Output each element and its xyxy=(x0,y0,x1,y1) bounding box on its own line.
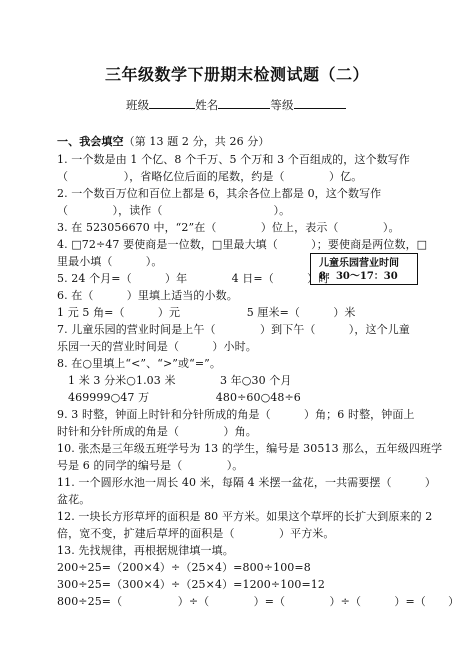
question-line: 7. 儿童乐园的营业时间是上午（ ）到下午（ ），这个儿童 xyxy=(57,323,410,336)
question-line: （ ），省略亿位后面的尾数，约是（ ）亿。 xyxy=(57,170,363,183)
grade-label: 等级 xyxy=(270,98,294,112)
hours-box xyxy=(310,253,418,285)
question-line: 号是 6 的同学的编号是（ ）。 xyxy=(57,459,244,472)
section-note: （第 13 题 2 分，共 26 分） xyxy=(123,135,270,148)
question-line: 6. 在（ ）里填上适当的小数。 xyxy=(57,289,238,302)
question-line: 1 元 5 角=（ ）元 5 厘米=（ ）米 xyxy=(57,306,356,319)
grade-blank[interactable] xyxy=(294,98,346,109)
question-line: （ ），读作（ ）。 xyxy=(57,204,291,217)
question-line: 469999○47 万 480÷60○48÷6 xyxy=(68,391,301,404)
question-line: 9. 3 时整，钟面上时针和分针所成的角是（ ）角；6 时整，钟面上 xyxy=(57,408,415,421)
question-line: 里最小填（ ）。 xyxy=(57,255,163,268)
question-line: 11. 一个圆形水池一周长 40 米，每隔 4 米摆一盆花，一共需要摆（ ） xyxy=(57,476,436,489)
question-line: 倍，宽不变，扩建后草坪的面积是（ ）平方米。 xyxy=(57,527,335,540)
question-line: 1 米 3 分米○1.03 米 3 年○30 个月 xyxy=(68,374,292,387)
page-title: 三年级数学下册期末检测试题（二） xyxy=(104,65,369,84)
question-line: 12. 一块长方形草坪的面积是 80 平方米。如果这个草坪的长扩大到原来的 2 xyxy=(57,510,433,523)
question-line: 4. □72÷47 要使商是一位数，□里最大填（ ）；要使商是两位数，□ xyxy=(57,238,428,251)
question-line: 200÷25=（200×4）÷（25×4）=800÷100=8 xyxy=(57,561,311,574)
question-line: 乐园一天的营业时间是（ ）小时。 xyxy=(57,340,257,353)
question-line: 13. 先找规律，再根据规律填一填。 xyxy=(57,544,234,557)
question-line: 800÷25=（ ）÷（ ）=（ ）÷（ ）=（ ） xyxy=(57,595,460,608)
name-blank[interactable] xyxy=(218,98,270,109)
question-line: 盆花。 xyxy=(57,493,91,506)
question-line: 5. 24 个月=（ ）年 4 日=（ ）时 xyxy=(57,272,330,285)
question-line: 10. 张杰是三年级五班学号为 13 的学生，编号是 30513 那么，五年级四班学 xyxy=(57,442,443,455)
section-heading xyxy=(57,135,269,149)
question-line: 1. 一个数是由 1 个亿、8 个千万、5 个万和 3 个百组成的，这个数写作 xyxy=(57,153,410,166)
class-label: 班级 xyxy=(126,98,150,112)
section-title: 一、我会填空 xyxy=(57,135,124,148)
hours-box-title: 儿童乐园营业时间 xyxy=(319,258,399,269)
class-blank[interactable] xyxy=(149,98,195,109)
question-line: 300÷25=（300×4）÷（25×4）=1200÷100=12 xyxy=(57,578,326,591)
name-label: 姓名 xyxy=(195,98,219,112)
hours-box-time: 8：30～17：30 xyxy=(319,271,398,282)
question-line: 2. 一个数百万位和百位上都是 6，其余各位上都是 0，这个数写作 xyxy=(57,187,382,200)
student-info-row xyxy=(126,98,346,112)
question-line: 时针和分针所成的角是（ ）角。 xyxy=(57,425,257,438)
question-line: 3. 在 523056670 中，“2”在（ ）位上，表示（ ）。 xyxy=(57,221,400,234)
question-line: 8. 在○里填上“<”、“>”或“=”。 xyxy=(57,357,221,370)
